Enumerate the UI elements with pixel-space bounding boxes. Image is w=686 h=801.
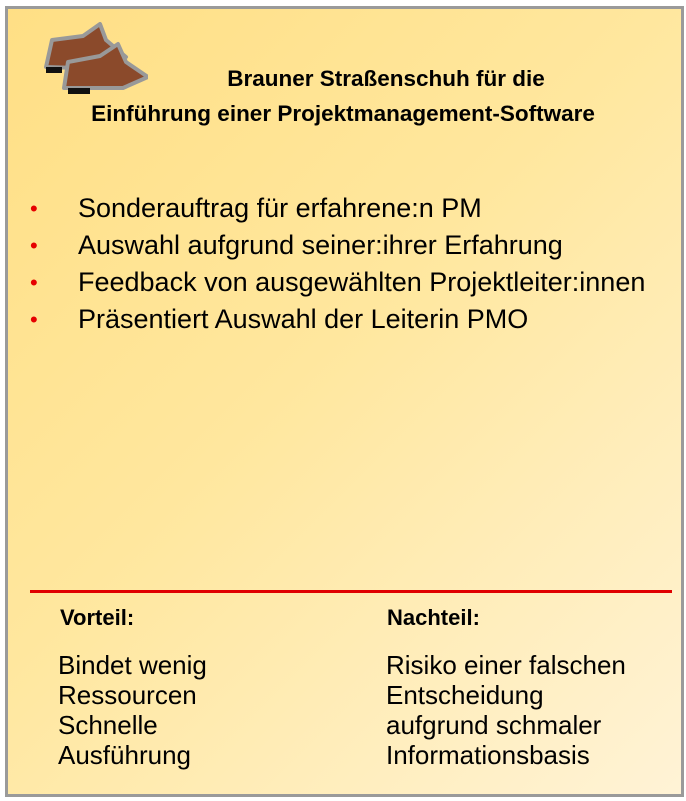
cons-text [386,650,626,770]
slide-title-line1: Brauner Straßenschuh für die [227,66,545,91]
pros-text [58,650,207,770]
bullet-item [30,301,648,338]
pros-heading: Vorteil: [60,605,135,630]
pros-line: Ressourcen [58,680,197,710]
bullet-item [30,190,648,227]
bullet-text: Auswahl aufgrund seiner:ihrer Erfahrung [78,230,563,260]
cons-line: Risiko einer falschen [386,650,626,680]
bullet-text: Präsentiert Auswahl der Leiterin PMO [78,304,529,334]
slide-title-line2: Einführung einer Projektmanagement-Software [91,101,595,126]
bullet-text: Sonderauftrag für erfahrene:n PM [78,193,482,223]
cons-line: Entscheidung [386,680,544,710]
bullet-icon: • [30,270,38,295]
bullet-list [30,190,648,338]
divider-line [30,590,672,593]
bullet-icon: • [30,233,38,258]
bullet-icon: • [30,196,38,221]
bullet-text: Feedback von ausgewählten Projektleiter:innen [78,267,646,297]
bullet-icon: • [30,307,38,332]
cons-heading: Nachteil: [387,605,480,630]
pros-line: Ausführung [58,740,191,770]
pros-line: Schnelle [58,710,158,740]
bullet-item [30,227,648,264]
pros-line: Bindet wenig [58,650,207,680]
bullet-item [30,264,648,301]
cons-line: aufgrund schmaler [386,710,602,740]
cons-line: Informationsbasis [386,740,590,770]
